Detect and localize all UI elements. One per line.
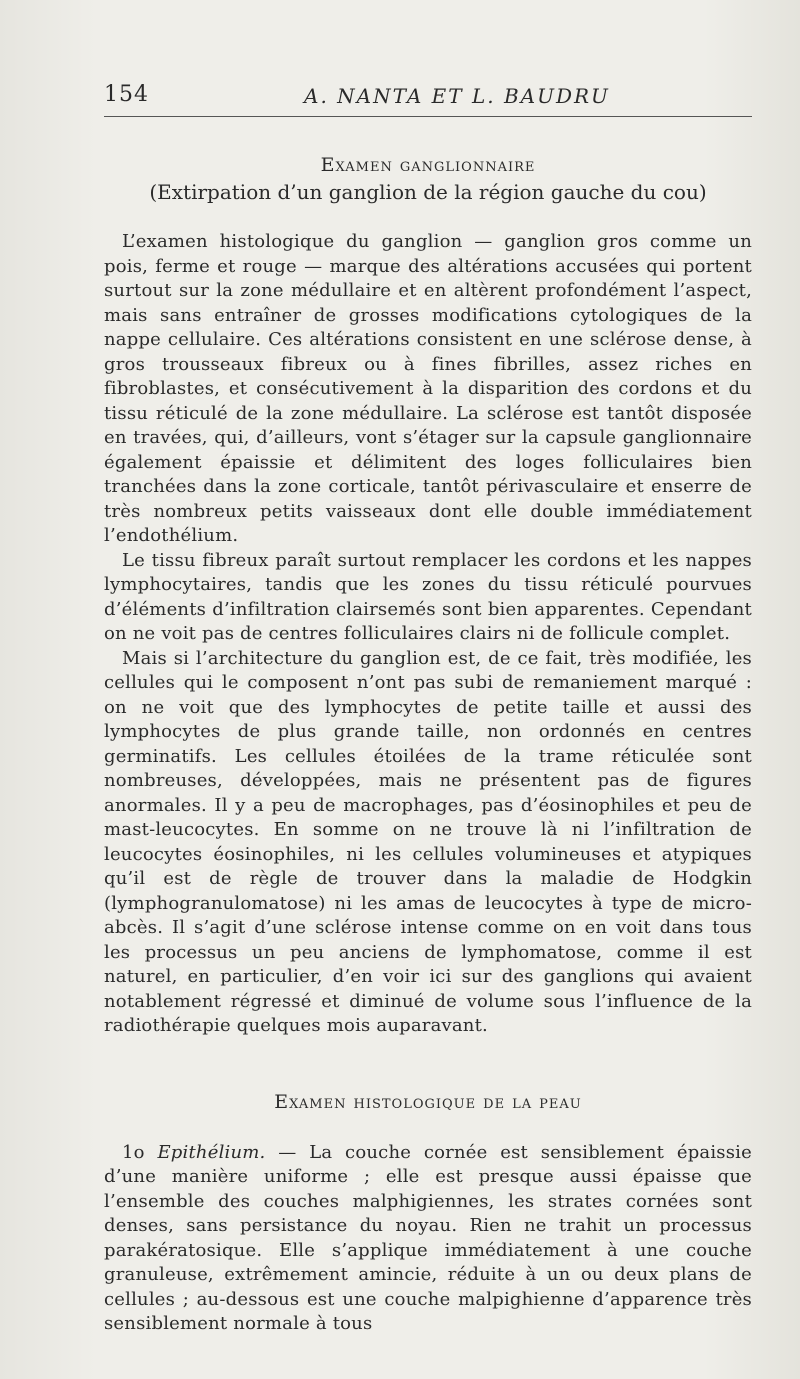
header-rule <box>104 116 752 117</box>
page-header <box>104 78 752 114</box>
section-title-skin: Examen histologique de la peau <box>274 1090 582 1113</box>
paragraph: Mais si l’architecture du ganglion est, de ce fait, très modifiée, les cellules qui le composent n’ont pas subi de remaniement marqué : on ne voit que des lymphocytes de petite taille et aussi des lymphocytes de plus grande taille, non ordonnés en centres germinatifs. Les cellules étoilées de la trame réticulée sont nombreuses, développées, mais ne présentent pas de figures anormales. Il y a peu de macrophages, pas d’éosinophiles et peu de mast-leucocytes. En somme on ne trouve là ni l’infiltration de leucocytes éosinophiles, ni les cellules volumineuses et atypiques qu’il est de règle de trouver dans la maladie de Hodgkin (lymphogranulomatose) ni les amas de leucocytes à type de micro-abcès. Il s’agit d’une sclérose intense comme on en voit dans tous les processus un peu anciens de lymphomatose, comme il est naturel, en particulier, d’en voir ici sur des ganglions qui avaient notablement régressé et diminué de volume sous l’influence de la radiothérapie quelques mois auparavant. <box>104 647 752 1036</box>
item-number: 1o <box>122 1141 145 1163</box>
paragraph: L’examen histologique du ganglion — ganglion gros comme un pois, ferme et rouge — marque des altérations accusées qui portent surtout sur la zone médullaire et en altèrent profondément l’aspect, mais sans entraîner de grosses modifications cytologiques de la nappe cellulaire. Ces altérations consistent en une sclérose dense, à gros trousseaux fibreux ou à fines fibrilles, assez riches en fibroblastes, et consécutivement à la disparition des cordons et du tissu réticulé de la zone médullaire. La sclérose est tantôt disposée en travées, qui, d’ailleurs, vont s’étager sur la capsule ganglionnaire également épaissie et délimitent des loges folliculaires bien tranchées dans la zone corticale, tantôt périvasculaire et enserre de très nombreux petits vaisseaux dont elle double immédiatement l’endothélium. <box>104 231 752 546</box>
running-head: A. NANTA ET L. BAUDRU <box>304 84 610 108</box>
paragraph: Le tissu fibreux paraît surtout remplacer les cordons et les nappes lymphocytaires, tandis que les zones du tissu réticulé pourvues d’éléments d’infiltration clairsemés sont bien apparentes. Cependant on ne voit pas de centres folliculaires clairs ni de follicule complet. <box>104 549 752 644</box>
paragraph-epithelium <box>104 1141 752 1337</box>
page-number: 154 <box>104 82 149 107</box>
item-title: Epithélium. <box>157 1141 266 1163</box>
section-subtitle-ganglion: (Extirpation d’un ganglion de la région gauche du cou) <box>149 180 707 204</box>
item-text: — La couche cornée est sensiblement épaissie d’une manière uniforme ; elle est presque aussi épaisse que l’ensemble des couches malphigiennes, les strates cornées sont denses, sans persistance du noyau. Rien ne trahit un processus parakératosique. Elle s’applique immédiatement à une couche granuleuse, extrêmement amincie, réduite à un ou deux plans de cellules ; au-dessous est une couche malpighienne d’apparence très sensiblement normale à tous <box>104 1141 752 1334</box>
section-title-ganglion: Examen ganglionnaire <box>320 154 536 176</box>
